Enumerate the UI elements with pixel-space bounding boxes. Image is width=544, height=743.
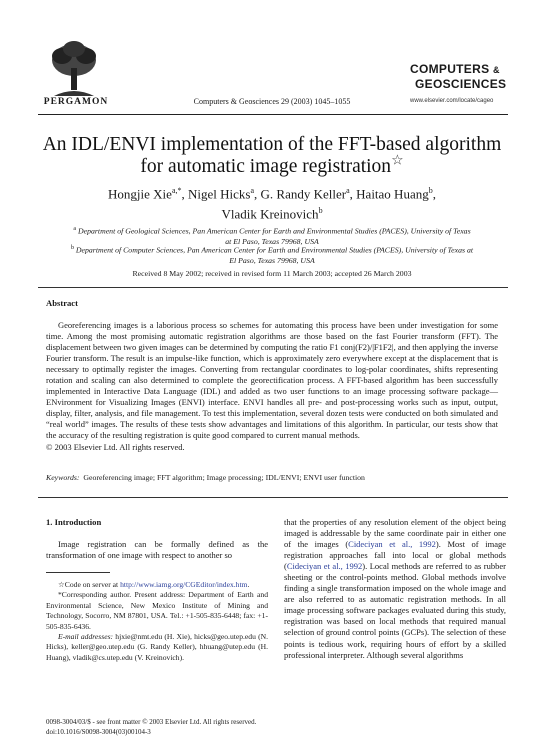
- abstract-heading: Abstract: [46, 298, 78, 308]
- abstract-top-rule: [38, 287, 508, 288]
- paper-title: [30, 134, 514, 178]
- right-text-part2: ). Most of image registration approaches fall into local or global methods (: [284, 539, 506, 572]
- citation-cideciyan-2[interactable]: Cideciyan et al., 1992: [286, 561, 363, 572]
- introduction-text: Image registration can be formally defined as the transformation of one image with respect to another so: [46, 539, 268, 561]
- author-separator: ,: [254, 186, 261, 202]
- author-name: Hongjie Xie: [108, 186, 172, 202]
- journal-logo-line2: GEOSCIENCES: [415, 77, 507, 91]
- journal-logo: [410, 62, 512, 91]
- author-name: Haitao Huang: [356, 186, 429, 202]
- affiliation-b-text: Department of Computer Sciences, Pan American Center for Earth and Environmental Studies (PACES), University of Texas at El Paso, Texas 79968, USA: [75, 245, 474, 266]
- footnote-rule: [46, 572, 110, 573]
- author-affiliation-marker: b: [428, 186, 433, 195]
- affiliation-a-text: Department of Geological Sciences, Pan American Center for Earth and Environmental Studies (PACES), University of Texas at El Paso, Texas 79968, USA: [78, 226, 471, 247]
- received-dates: Received 8 May 2002; received in revised form 11 March 2003; accepted 26 March 2003: [132, 269, 412, 278]
- keywords-text: Georeferencing image; FFT algorithm; Image processing; IDL/ENVI; ENVI user function: [83, 473, 365, 482]
- journal-url[interactable]: www.elsevier.com/locate/cageo: [410, 98, 494, 104]
- author-affiliation-marker: a: [250, 186, 255, 195]
- citation-cideciyan-1[interactable]: Cideciyan et al., 1992: [348, 539, 436, 550]
- right-column-text: [284, 517, 506, 661]
- author-name: Nigel Hicks: [188, 186, 251, 202]
- copyright-notice: © 2003 Elsevier Ltd. All rights reserved.: [46, 441, 185, 452]
- abstract-text: Georeferencing images is a laborious process so schemes for automating this process have been under investigation for some time. Among the most promising automatic registration algorithms are those based on the fast Fourier transform (FFT). The displacement between two given images can be determined by computing the ratio F1 conj(F2)/|F1F2|, and then applying the inverse Fourier transform. The result is an impulse-like function, which is approximately zero everywhere except at the displacement that is necessary to optimally register the images. Converting from rectangular coordinates to log-polar coordinates, shifts representing rotation and scaling can also determined to complete the georectification process. A FFT-based algorithm has been successfully implemented in Interactive Data Language (IDL) and added as two user functions to an image processing software package—ENvironment for Visualizing Images (ENVI) interface. ENVI handles all pre- and post-processing works such as input, output, display, filter, analysis, and file management. To test this implementation, several dozen tests were conducted on both simulated and “real world” images. The results of these tests show advantages and limitations of this algorithm. In particular, our tests show that the accuracy of the resulting registration is quite good compared to current manual methods.: [46, 320, 498, 441]
- issn-line: 0098-3004/03/$ - see front matter © 2003 Elsevier Ltd. All rights reserved.: [46, 718, 257, 726]
- footnote-emails: [46, 632, 268, 663]
- right-text-part3: ). Local methods are referred to as rubber sheeting or the control-points method. Global methods involve finding a single transformation imposed on the whole image and are also referred to as automatic registration methods. In all image processing software packages evaluated during this study, registration was based on local methods that required manual selection of ground control points (GCPs). The selection of these points is tedious work, requiring hours of effort by a skilled professional interpreter. Although several algorithms: [284, 561, 506, 660]
- email-label: E-mail addresses:: [58, 632, 114, 642]
- abstract-bottom-rule: [38, 497, 508, 498]
- author-separator: ,: [181, 186, 188, 202]
- affiliation-a-marker: a: [73, 226, 77, 232]
- email-text: hjxie@nmt.edu (H. Xie), hicks@geo.utep.edu (N. Hicks), keller@geo.utep.edu (G. Randy Keller), hhuang@utep.edu (H. Huang), vladik@cs.utep.edu (V. Kreinovich).: [46, 632, 269, 662]
- journal-reference: Computers & Geosciences 29 (2003) 1045–1055: [193, 97, 351, 106]
- abstract-body: [46, 320, 498, 453]
- author-affiliation-marker: a: [346, 186, 350, 195]
- pergamon-tree-logo: [40, 34, 108, 102]
- author-affiliation-marker: a,*: [171, 186, 182, 195]
- keywords: [46, 473, 498, 482]
- page-footer: [46, 718, 256, 737]
- right-text-part1: that the properties of any resolution element of the object being imaged is addressable by the same coordinate pair in either one of the images (: [284, 517, 506, 550]
- author-name: Vladik Kreinovich: [221, 206, 319, 222]
- journal-logo-amp: &: [493, 65, 500, 75]
- publisher-name: PERGAMON: [43, 97, 109, 107]
- doi-line: doi:10.1016/S0098-3004(03)00104-3: [46, 727, 151, 736]
- author-name: G. Randy Keller: [260, 186, 347, 202]
- footnote-corresponding: *Corresponding author. Present address: Department of Earth and Environmental Science, New Mexico Institute of Mining and Technology, Socorro, NM 87801, USA. Tel.: +1-505-835-6448; fax: +1-505-835-6436.: [46, 590, 268, 631]
- affiliation-b-marker: b: [70, 245, 74, 251]
- footnote-code-link[interactable]: http://www.iamg.org/CGEditor/index.htm: [120, 580, 248, 589]
- author-list: [40, 182, 504, 223]
- affiliation-b: [70, 243, 474, 267]
- section-heading-introduction: 1. Introduction: [46, 517, 102, 527]
- footnote-code: ☆Code on server at http://www.iamg.org/CGEditor/index.htm.: [58, 580, 250, 589]
- footnote-code-text: ☆Code on server at: [58, 580, 121, 589]
- author-affiliation-marker: b: [318, 206, 323, 216]
- keywords-label: Keywords:: [46, 473, 80, 482]
- title-footnote-star[interactable]: ☆: [391, 153, 404, 169]
- journal-logo-line1: COMPUTERS: [410, 62, 490, 76]
- author-separator: ,: [349, 186, 357, 202]
- header-rule: [38, 114, 508, 115]
- author-separator: ,: [432, 186, 436, 202]
- title-text: An IDL/ENVI implementation of the FFT-based algorithm for automatic image registration: [42, 134, 502, 177]
- footnotes: [46, 580, 268, 663]
